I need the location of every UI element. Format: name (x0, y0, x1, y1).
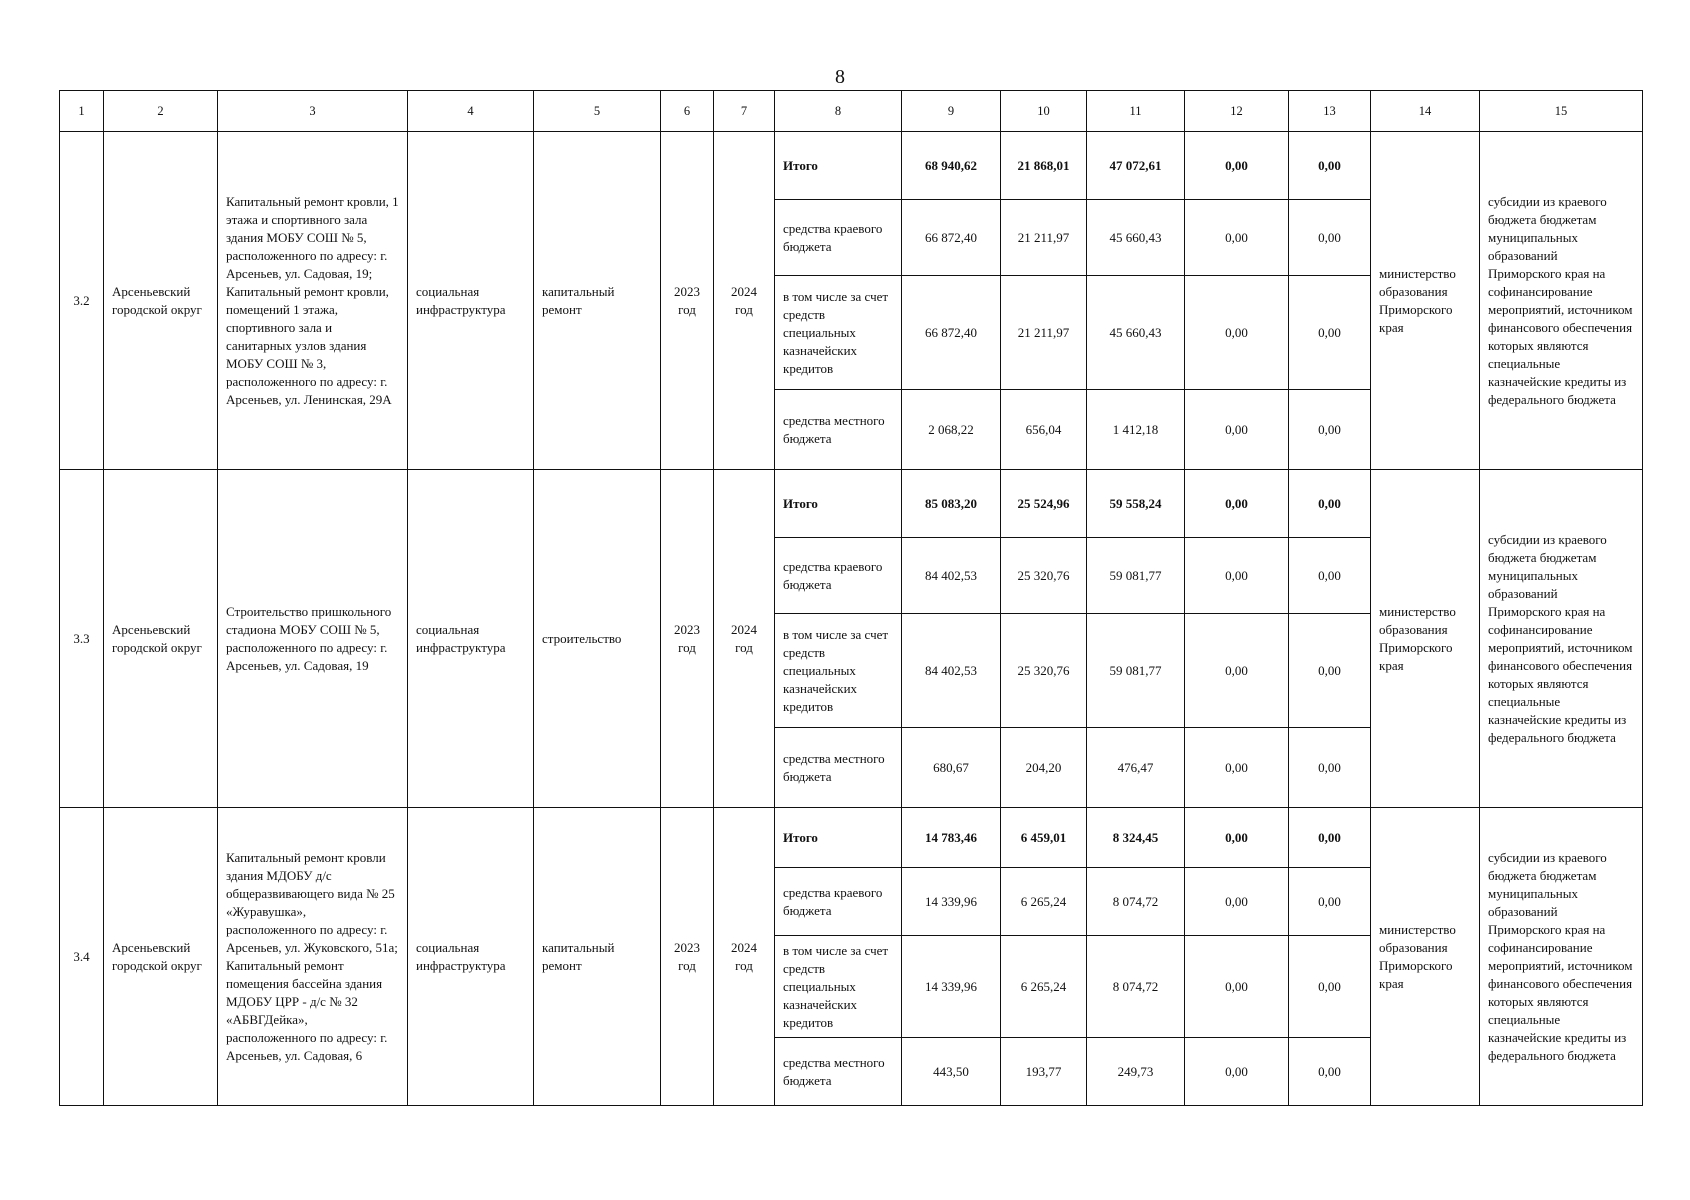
value-cell: 0,00 (1185, 538, 1289, 614)
value-cell: 47 072,61 (1087, 132, 1185, 200)
table-row (60, 808, 1643, 868)
col-header: 4 (408, 91, 534, 132)
value-cell: 0,00 (1289, 538, 1371, 614)
value-cell: 6 265,24 (1001, 868, 1087, 936)
funding-source: в том числе за счет средств специальных казначейских кредитов (775, 936, 902, 1038)
value-cell: 0,00 (1289, 728, 1371, 808)
col-header: 3 (218, 91, 408, 132)
col-header: 13 (1289, 91, 1371, 132)
value-cell: 2 068,22 (902, 390, 1001, 470)
value-cell: 59 081,77 (1087, 614, 1185, 728)
funding-source: средства краевого бюджета (775, 538, 902, 614)
value-cell: 680,67 (902, 728, 1001, 808)
end-year-cell: 2024 год (714, 132, 775, 470)
value-cell: 0,00 (1289, 276, 1371, 390)
value-cell: 68 940,62 (902, 132, 1001, 200)
col-header: 1 (60, 91, 104, 132)
value-cell: 25 320,76 (1001, 538, 1087, 614)
value-cell: 0,00 (1185, 868, 1289, 936)
value-cell: 0,00 (1185, 132, 1289, 200)
value-cell: 249,73 (1087, 1038, 1185, 1106)
start-year-cell: 2023 год (661, 132, 714, 470)
work-type-cell: капитальный ремонт (534, 132, 661, 470)
funding-source: средства краевого бюджета (775, 868, 902, 936)
row-id: 3.3 (60, 470, 104, 808)
value-cell: 8 074,72 (1087, 868, 1185, 936)
value-cell: 476,47 (1087, 728, 1185, 808)
municipality-cell: Арсеньевский городской округ (104, 132, 218, 470)
note-cell: субсидии из краевого бюджета бюджетам муниципальных образований Приморского края на софинансирование мероприятий, источником финансового обеспечения которых являются специальные казначейские кредиты из федерального бюджета (1480, 808, 1643, 1106)
value-cell: 0,00 (1289, 868, 1371, 936)
value-cell: 21 211,97 (1001, 200, 1087, 276)
col-header: 14 (1371, 91, 1480, 132)
col-header: 2 (104, 91, 218, 132)
value-cell: 6 459,01 (1001, 808, 1087, 868)
value-cell: 0,00 (1289, 390, 1371, 470)
sphere-cell: социальная инфраструктура (408, 470, 534, 808)
col-header: 10 (1001, 91, 1087, 132)
work-type-cell: строительство (534, 470, 661, 808)
value-cell: 0,00 (1185, 936, 1289, 1038)
row-id: 3.4 (60, 808, 104, 1106)
municipality-cell: Арсеньевский городской округ (104, 808, 218, 1106)
value-cell: 193,77 (1001, 1038, 1087, 1106)
administrator-cell: министерство образования Приморского края (1371, 132, 1480, 470)
value-cell: 656,04 (1001, 390, 1087, 470)
value-cell: 8 074,72 (1087, 936, 1185, 1038)
value-cell: 45 660,43 (1087, 276, 1185, 390)
funding-source: Итого (775, 470, 902, 538)
start-year-cell: 2023 год (661, 470, 714, 808)
work-type-cell: капитальный ремонт (534, 808, 661, 1106)
municipality-cell: Арсеньевский городской округ (104, 470, 218, 808)
funding-source: в том числе за счет средств специальных казначейских кредитов (775, 276, 902, 390)
value-cell: 443,50 (902, 1038, 1001, 1106)
value-cell: 0,00 (1185, 276, 1289, 390)
value-cell: 66 872,40 (902, 200, 1001, 276)
col-header: 6 (661, 91, 714, 132)
col-header: 7 (714, 91, 775, 132)
funding-source: средства местного бюджета (775, 390, 902, 470)
administrator-cell: министерство образования Приморского края (1371, 470, 1480, 808)
page-number: 8 (835, 66, 845, 88)
table-row (60, 132, 1643, 200)
sphere-cell: социальная инфраструктура (408, 808, 534, 1106)
col-header: 9 (902, 91, 1001, 132)
funding-source: средства местного бюджета (775, 1038, 902, 1106)
col-header: 8 (775, 91, 902, 132)
value-cell: 85 083,20 (902, 470, 1001, 538)
value-cell: 14 339,96 (902, 868, 1001, 936)
sphere-cell: социальная инфраструктура (408, 132, 534, 470)
start-year-cell: 2023 год (661, 808, 714, 1106)
value-cell: 0,00 (1289, 936, 1371, 1038)
value-cell: 0,00 (1185, 1038, 1289, 1106)
note-cell: субсидии из краевого бюджета бюджетам муниципальных образований Приморского края на софинансирование мероприятий, источником финансового обеспечения которых являются специальные казначейские кредиты из федерального бюджета (1480, 470, 1643, 808)
value-cell: 0,00 (1185, 390, 1289, 470)
row-id: 3.2 (60, 132, 104, 470)
note-cell: субсидии из краевого бюджета бюджетам муниципальных образований Приморского края на софинансирование мероприятий, источником финансового обеспечения которых являются специальные казначейские кредиты из федерального бюджета (1480, 132, 1643, 470)
col-header: 15 (1480, 91, 1643, 132)
funding-source: Итого (775, 132, 902, 200)
value-cell: 59 081,77 (1087, 538, 1185, 614)
funding-source: средства краевого бюджета (775, 200, 902, 276)
value-cell: 45 660,43 (1087, 200, 1185, 276)
value-cell: 21 868,01 (1001, 132, 1087, 200)
value-cell: 25 320,76 (1001, 614, 1087, 728)
value-cell: 66 872,40 (902, 276, 1001, 390)
funding-source: в том числе за счет средств специальных казначейских кредитов (775, 614, 902, 728)
value-cell: 21 211,97 (1001, 276, 1087, 390)
value-cell: 0,00 (1185, 614, 1289, 728)
value-cell: 14 783,46 (902, 808, 1001, 868)
value-cell: 6 265,24 (1001, 936, 1087, 1038)
funding-source: Итого (775, 808, 902, 868)
value-cell: 0,00 (1289, 470, 1371, 538)
end-year-cell: 2024 год (714, 808, 775, 1106)
value-cell: 0,00 (1289, 132, 1371, 200)
col-header: 12 (1185, 91, 1289, 132)
value-cell: 14 339,96 (902, 936, 1001, 1038)
value-cell: 0,00 (1289, 200, 1371, 276)
end-year-cell: 2024 год (714, 470, 775, 808)
object-cell: Капитальный ремонт кровли, 1 этажа и спортивного зала здания МОБУ СОШ № 5, расположенного по адресу: г. Арсеньев, ул. Садовая, 19; Капитальный ремонт кровли, помещений 1 этажа, спортивного зала и санитарных узлов здания МОБУ СОШ № 3, расположенного по адресу: г. Арсеньев, ул. Ленинская, 29А (218, 132, 408, 470)
value-cell: 0,00 (1185, 728, 1289, 808)
value-cell: 0,00 (1289, 614, 1371, 728)
funding-source: средства местного бюджета (775, 728, 902, 808)
value-cell: 84 402,53 (902, 614, 1001, 728)
program-table (59, 90, 1643, 1106)
value-cell: 0,00 (1289, 1038, 1371, 1106)
value-cell: 204,20 (1001, 728, 1087, 808)
administrator-cell: министерство образования Приморского края (1371, 808, 1480, 1106)
value-cell: 8 324,45 (1087, 808, 1185, 868)
table-row (60, 470, 1643, 538)
object-cell: Строительство пришкольного стадиона МОБУ СОШ № 5, расположенного по адресу: г. Арсеньев, ул. Садовая, 19 (218, 470, 408, 808)
value-cell: 0,00 (1289, 808, 1371, 868)
column-number-row (60, 91, 1643, 132)
value-cell: 84 402,53 (902, 538, 1001, 614)
value-cell: 0,00 (1185, 200, 1289, 276)
value-cell: 0,00 (1185, 808, 1289, 868)
value-cell: 59 558,24 (1087, 470, 1185, 538)
value-cell: 25 524,96 (1001, 470, 1087, 538)
col-header: 5 (534, 91, 661, 132)
value-cell: 0,00 (1185, 470, 1289, 538)
col-header: 11 (1087, 91, 1185, 132)
value-cell: 1 412,18 (1087, 390, 1185, 470)
object-cell: Капитальный ремонт кровли здания МДОБУ д/с общеразвивающего вида № 25 «Журавушка», расположенного по адресу: г. Арсеньев, ул. Жуковского, 51а; Капитальный ремонт помещения бассейна здания МДОБУ ЦРР - д/с № 32 «АБВГДейка», расположенного по адресу: г. Арсеньев, ул. Садовая, 6 (218, 808, 408, 1106)
